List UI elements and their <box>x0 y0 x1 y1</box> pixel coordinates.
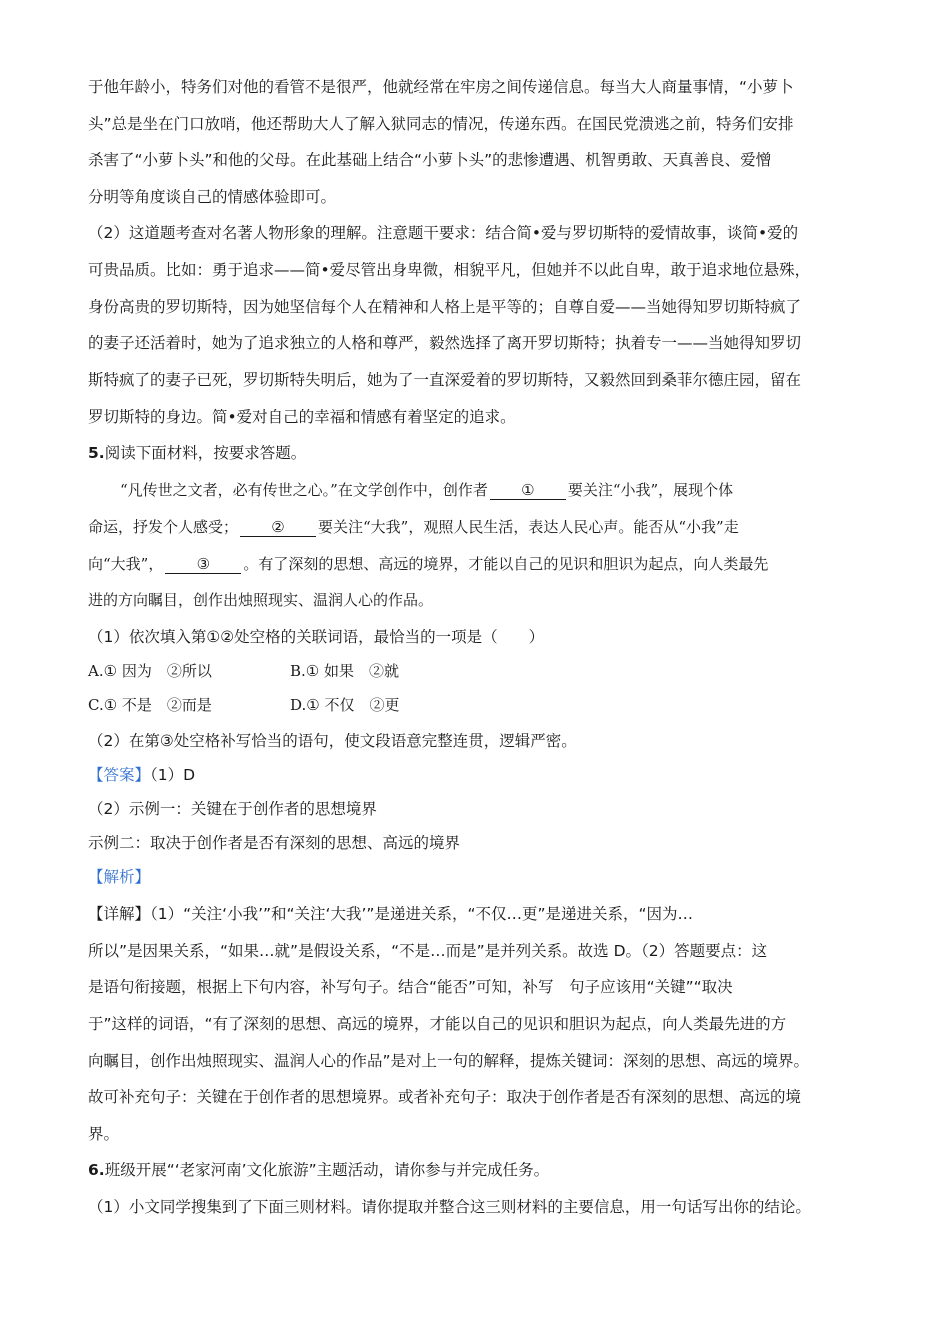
text-line: 头”总是坐在门口放哨，他还帮助大人了解入狱同志的情况，传递东西。在国民党溃逃之前，特务们安排 <box>88 115 794 133</box>
analysis-tag <box>88 866 868 888</box>
answer-text: （1）D <box>150 766 196 784</box>
question-number: 5. <box>88 444 105 462</box>
detail-line: 于”这样的词语，“有了深刻的思想、高远的境界，才能以自己的见识和胆识为起点，向人类最先进的方 <box>88 1015 787 1033</box>
detail-line: 故可补充句子：关键在于创作者的思想境界。或者补充句子：取决于创作者是否有深刻的思想、高远的境 <box>88 1088 802 1106</box>
detail-line: 所以”是因果关系，“如果…就”是假设关系，“不是…而是”是并列关系。故选 D。（2）答题要点：这 <box>88 942 768 960</box>
material-text: 命运，抒发个人感受； <box>88 518 239 536</box>
text-line: 杀害了“小萝卜头”和他的父母。在此基础上结合“小萝卜头”的悲惨遭遇、机智勇敢、天真善良、爱憎 <box>88 151 772 169</box>
detail-line: 向瞩目，创作出烛照现实、温润人心的作品”是对上一句的解释，提炼关键词：深刻的思想、高远的境界。 <box>88 1052 810 1070</box>
material-text: 。有了深刻的思想、高远的境界，才能以自己的见识和胆识为起点，向人类最先 <box>243 555 769 573</box>
material-line <box>88 553 868 575</box>
answer-tag: 【答案】 <box>88 766 151 784</box>
material-text: “凡传世之文者，必有传世之心。”在文学创作中，创作者 <box>120 481 488 499</box>
sub-question-1: （1）依次填入第①②处空格的关联词语，最恰当的一项是（ ） <box>88 628 545 646</box>
blank-1: ① <box>490 481 566 500</box>
question-5-heading <box>88 442 868 464</box>
text-line: 于他年龄小，特务们对他的看管不是很严，他就经常在牢房之间传递信息。每当大人商量事情，“小萝卜 <box>88 78 794 96</box>
text-line: （2）这道题考查对名著人物形象的理解。注意题干要求：结合简•爱与罗切斯特的爱情故事，谈简•爱的 <box>88 224 799 242</box>
sub-question-1: （1）小文同学搜集到了下面三则材料。请你提取并整合这三则材料的主要信息，用一句话写出你的结论。 <box>88 1198 811 1216</box>
analysis-label: 【解析】 <box>88 868 151 886</box>
text-line: 罗切斯特的身边。简•爱对自己的幸福和情感有着坚定的追求。 <box>88 408 516 426</box>
question-number: 6. <box>88 1161 105 1179</box>
text-line: 身份高贵的罗切斯特，因为她坚信每个人在精神和人格上是平等的；自尊自爱——当她得知罗切斯特疯了 <box>88 298 802 316</box>
blank-2: ② <box>240 518 316 537</box>
material-text: 要关注“大我”，观照人民生活，表达人民心声。能否从“小我”走 <box>318 518 739 536</box>
text-line: 斯特疯了的妻子已死，罗切斯特失明后，她为了一直深爱着的罗切斯特，又毅然回到桑菲尔德庄园，留在 <box>88 371 802 389</box>
material-text: 要关注“小我”，展现个体 <box>567 481 734 499</box>
text-line: 可贵品质。比如：勇于追求——简•爱尽管出身卑微，相貌平凡，但她并不以此自卑，敢于追求地位悬殊， <box>88 261 811 279</box>
answer-line: （2）示例一：关键在于创作者的思想境界 <box>88 800 377 818</box>
detail-line: 界。 <box>88 1125 120 1143</box>
option-d: D.① 不仅 ②更 <box>290 696 400 714</box>
material-line: 进的方向瞩目，创作出烛照现实、温润人心的作品。 <box>88 591 434 609</box>
detail-line: 是语句衔接题，根据上下句内容，补写句子。结合“能否”可知，补写 句子应该用“关键”“取决 <box>88 978 733 996</box>
material-text: 向“大我”， <box>88 555 164 573</box>
text-line: 分明等角度谈自己的情感体验即可。 <box>88 188 337 206</box>
options-row <box>88 694 868 716</box>
answer-line: 示例二：取决于创作者是否有深刻的思想、高远的境界 <box>88 834 461 852</box>
options-row <box>88 660 868 682</box>
question-title: 阅读下面材料，按要求答题。 <box>104 444 307 462</box>
question-6-heading <box>88 1159 868 1181</box>
question-title: 班级开展“‘老家河南’文化旅游”主题活动，请你参与并完成任务。 <box>104 1161 550 1179</box>
material-line <box>120 479 900 501</box>
option-b: B.① 如果 ②就 <box>290 662 400 680</box>
text-line: 的妻子还活着时，她为了追求独立的人格和尊严，毅然选择了离开罗切斯特；执着专一——当她得知罗切 <box>88 334 802 352</box>
blank-3: ③ <box>165 555 241 574</box>
option-c: C.① 不是 ②而是 <box>88 696 212 714</box>
material-line <box>88 516 868 538</box>
option-a: A.① 因为 ②所以 <box>88 662 212 680</box>
detail-line: 【详解】（1）“关注‘小我’”和“关注‘大我’”是递进关系，“不仅…更”是递进关系，“因为… <box>88 905 694 923</box>
answer-line <box>88 764 868 786</box>
sub-question-2: （2）在第③处空格补写恰当的语句，使文段语意完整连贯，逻辑严密。 <box>88 732 577 750</box>
